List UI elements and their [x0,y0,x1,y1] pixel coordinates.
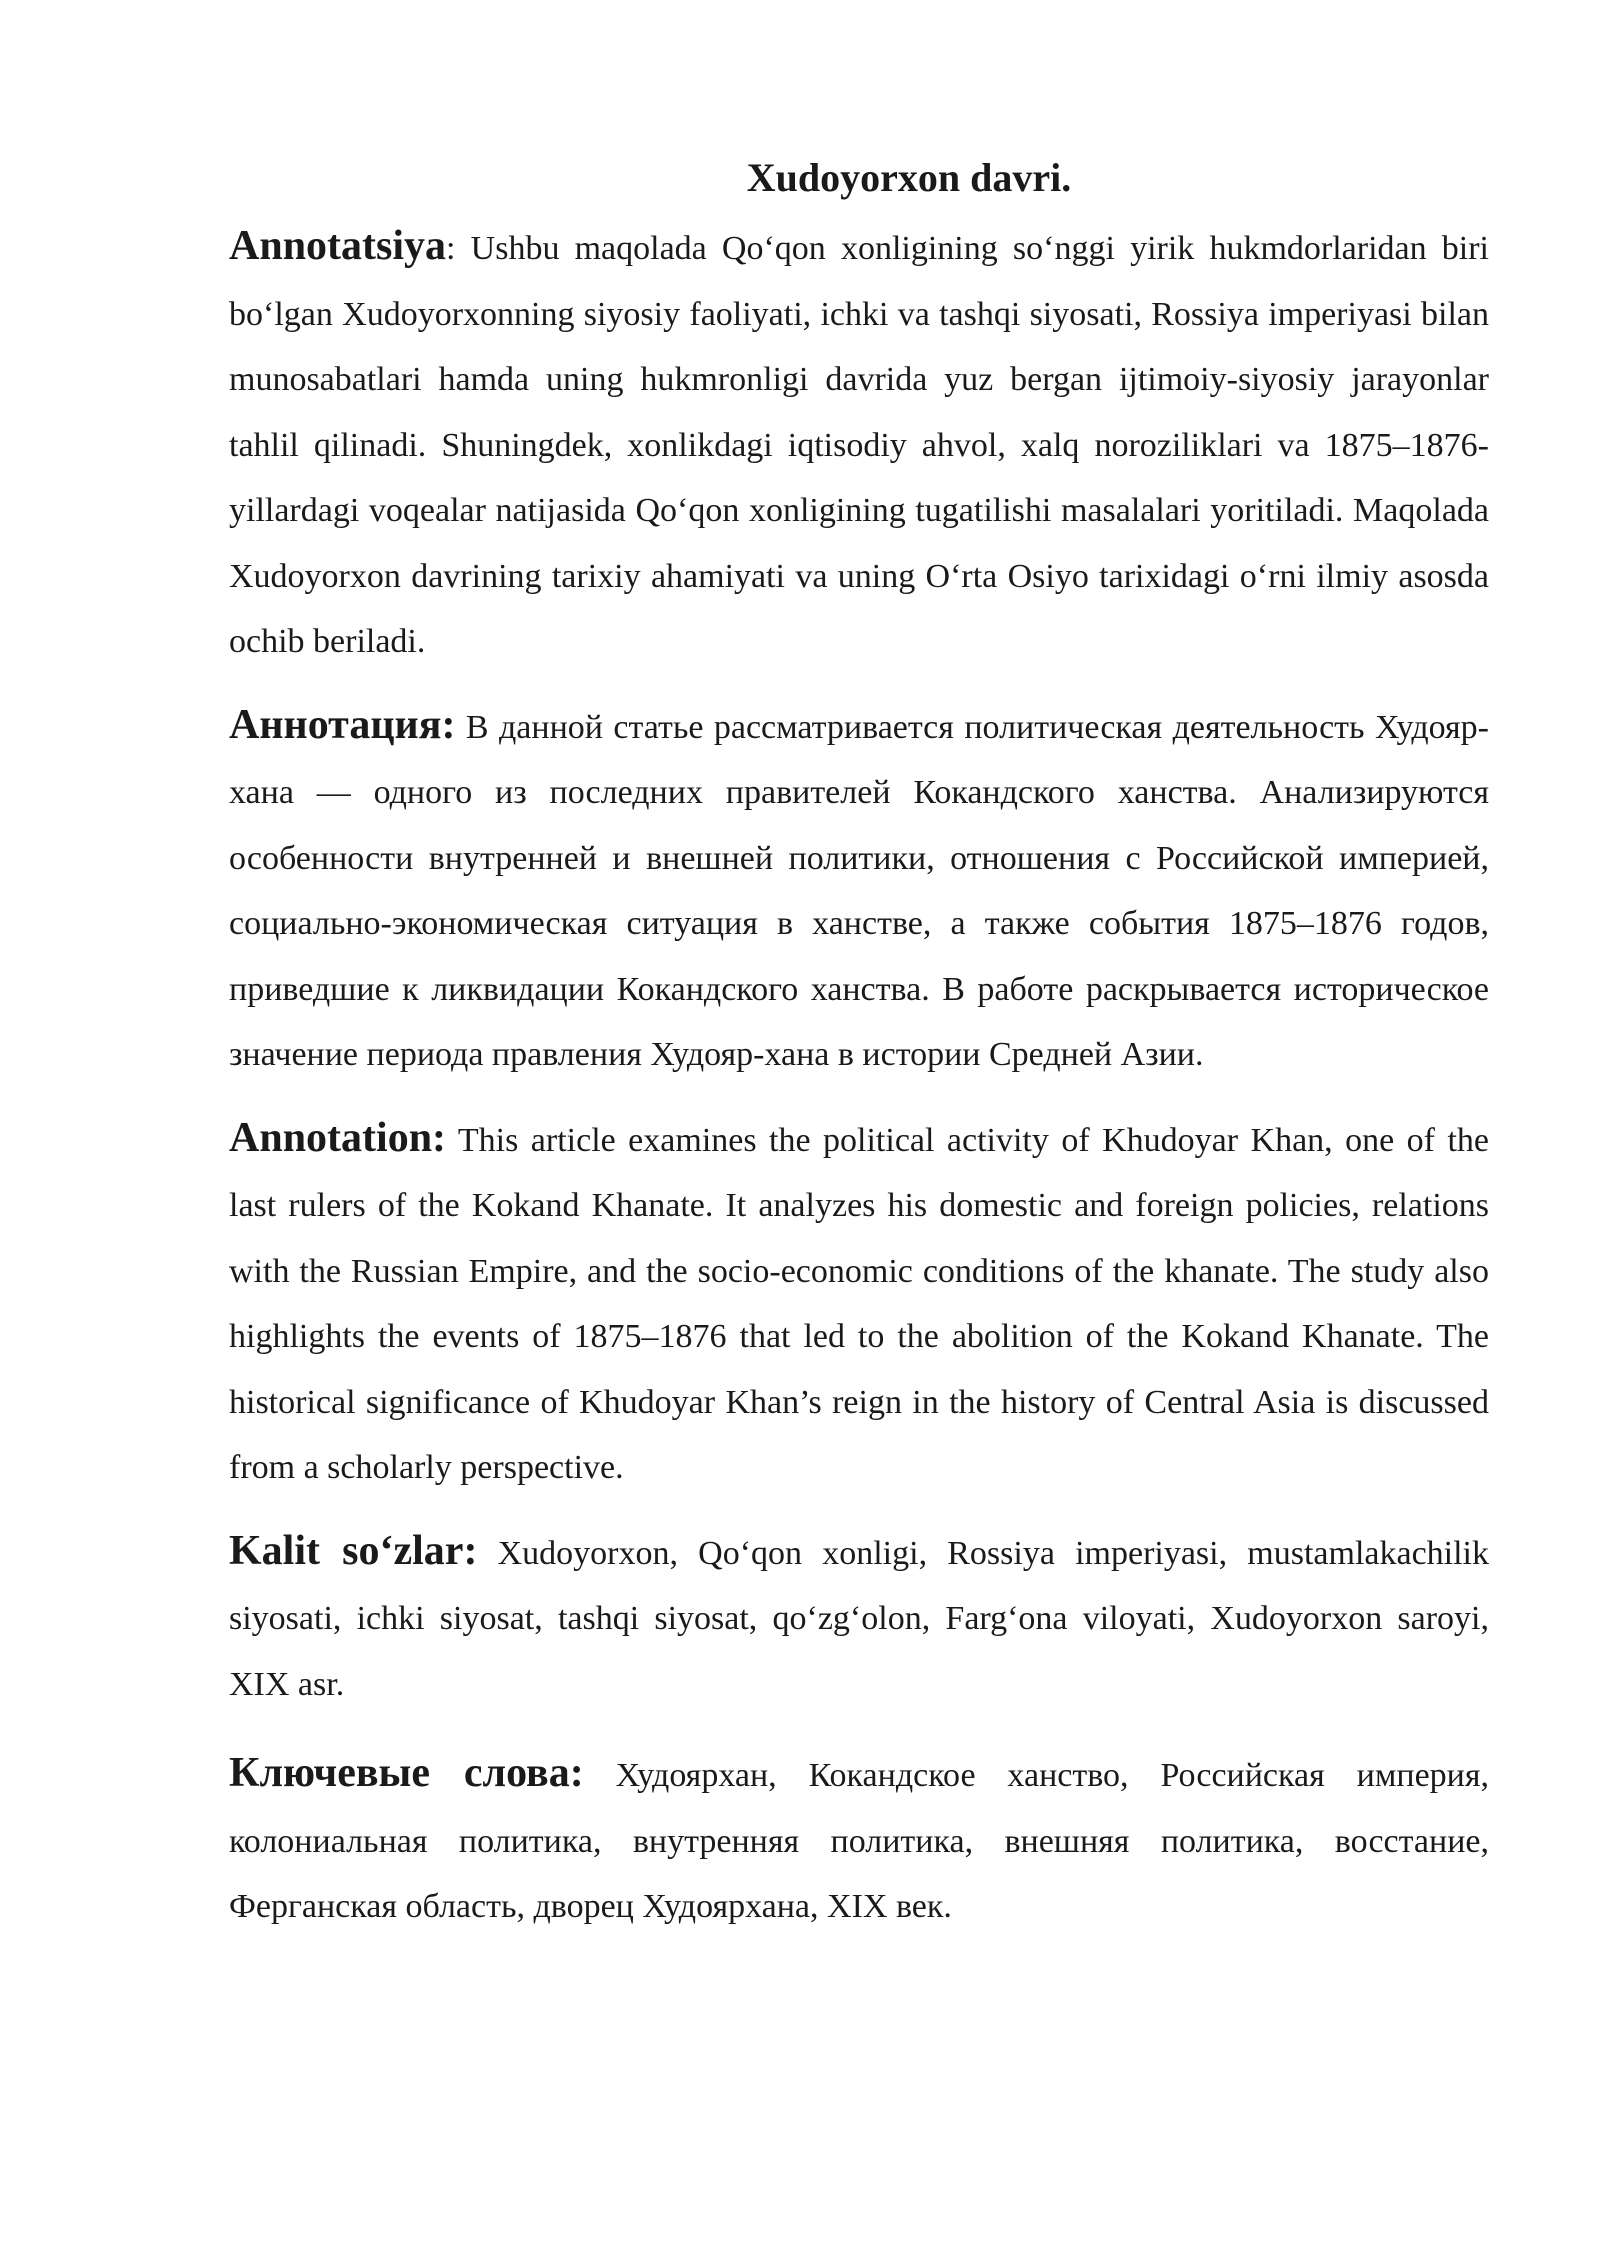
annotation-ru-text: В данной статье рассматривается политическая деятельность Худояр-хана — одного из последних правителей Кокандского ханства. Анализируются особенности внутренней и внешней политики, отношения с Российской империей, социально-экономическая ситуация в ханстве, а также события 1875–1876 годов, приведшие к ликвидации Кокандского ханства. В работе раскрывается историческое значение периода правления Худояр-хана в истории Средней Азии. [229,708,1489,1073]
annotation-uz-text: Ushbu maqolada Qo‘qon xonligining so‘nggi yirik hukmdorlaridan biri bo‘lgan Xudoyorxonning siyosiy faoliyati, ichki va tashqi siyosati, Rossiya imperiyasi bilan munosabatlari hamda uning hukmronligi davrida yuz bergan ijtimoiy-siyosiy jarayonlar tahlil qilinadi. Shuningdek, xonlikdagi iqtisodiy ahvol, xalq noroziliklari va 1875–1876-yillardagi voqealar natijasida Qo‘qon xonligining tugatilishi masalalari yoritiladi. Maqolada Xudoyorxon davrining tarixiy ahamiyati va uning O‘rta Osiyo tarixidagi o‘rni ilmiy asosda ochib beriladi. [229,230,1489,660]
keywords-uz-separator [477,1535,497,1572]
keywords-ru [229,1741,1489,1940]
keywords-ru-text: Худоярхан, Кокандское ханство, Российская империя, колониальная политика, внутренняя политика, внешняя политика, восстание, Ферганская область, дворец Худоярхана, XIX век. [229,1757,1489,1925]
keywords-ru-label: Ключевые слова: [229,1750,584,1796]
document-title: Xudoyorxon davri. [746,155,1072,200]
keywords-uz [229,1519,1489,1718]
annotation-ru [229,693,1489,1088]
annotation-uz-separator: : [446,230,471,267]
annotation-en-text: This article examines the political activity of Khudoyar Khan, one of the last rulers of the Kokand Khanate. It analyzes his domestic and foreign policies, relations with the Russian Empire, and the socio-economic conditions of the khanate. The study also highlights the events of 1875–1876 that led to the abolition of the Kokand Khanate. The historical significance of Khudoyar Khan’s reign in the history of Central Asia is discussed from a scholarly perspective. [229,1121,1489,1486]
annotation-uz-label: Annotatsiya [229,223,447,269]
annotation-ru-separator [455,709,465,746]
annotation-en-label: Annotation: [229,1114,447,1161]
document-page [229,150,1489,1964]
keywords-uz-label: Kalit so‘zlar: [229,1527,478,1574]
keywords-uz-text: Xudoyorxon, Qo‘qon xonligi, Rossiya imperiyasi, mustamlakachilik siyosati, ichki siyosat, tashqi siyosat, qo‘zg‘olon, Farg‘ona viloyati, Xudoyorxon saroyi, XIX asr. [229,1534,1490,1703]
annotation-en-separator [446,1122,458,1159]
annotation-ru-label: Аннотация: [229,701,456,748]
annotation-uz [229,214,1489,675]
keywords-ru-separator [584,1757,616,1794]
annotation-en [229,1106,1489,1501]
